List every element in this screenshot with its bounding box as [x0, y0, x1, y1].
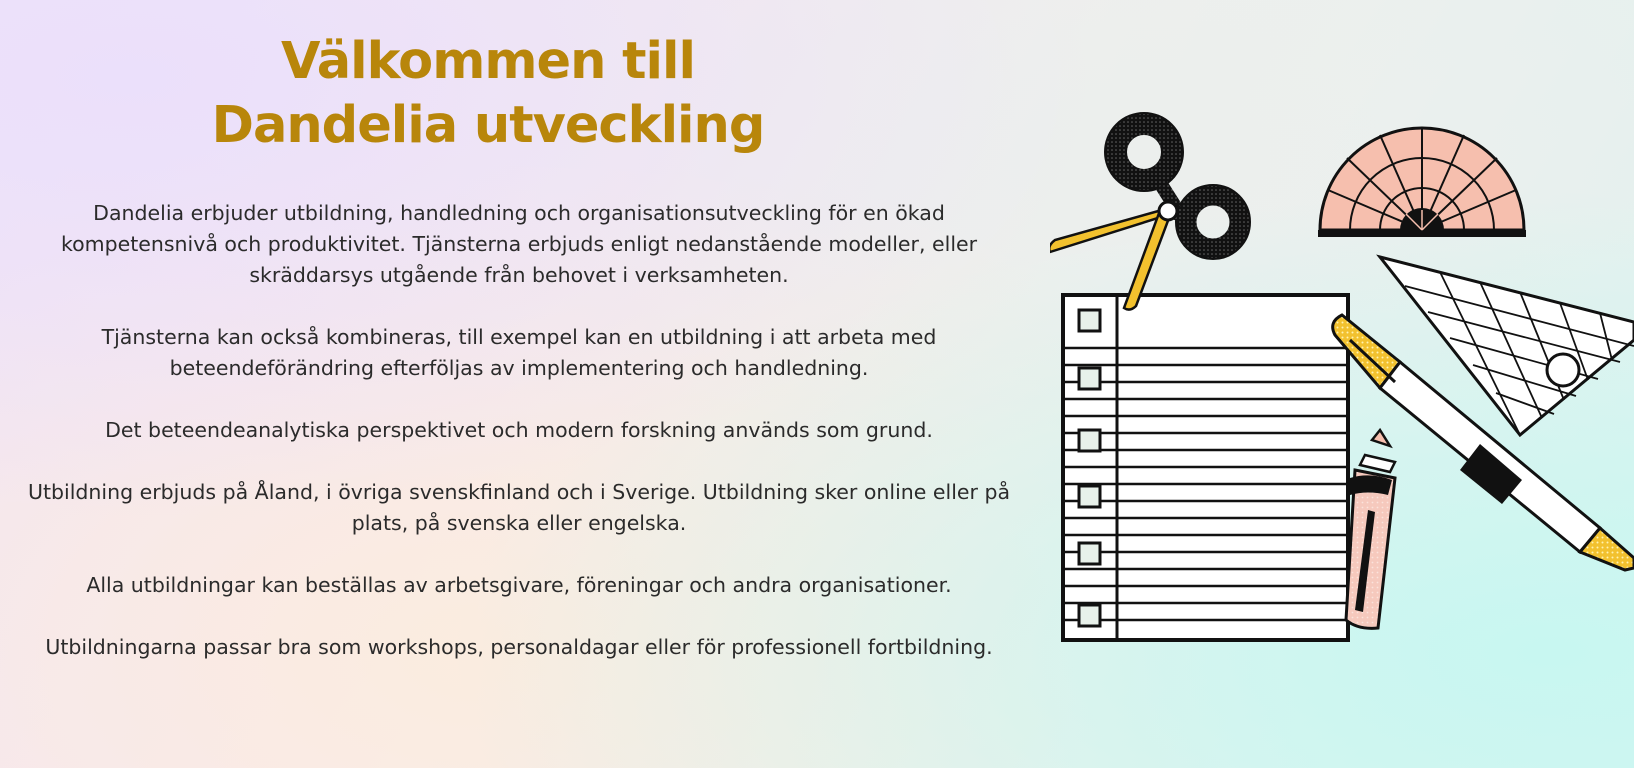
- intro-text: [18, 198, 1020, 663]
- intro-section: [18, 30, 1020, 694]
- page-title: [18, 30, 958, 158]
- notepad-icon: [1063, 295, 1348, 640]
- page-title-line-1: Välkommen till: [281, 32, 695, 91]
- intro-paragraph: Dandelia erbjuder utbildning, handledning och organisationsutveckling för en ökad kompetensnivå och produktivitet. Tjänsterna erbjuds enligt nedanstående modeller, eller skräddarsys utgående från behovet i verksamheten.: [60, 201, 978, 287]
- intro-paragraph: Det beteendeanalytiska perspektivet och modern forskning används som grund.: [105, 418, 933, 442]
- protractor-icon: [1318, 128, 1526, 237]
- page-title-line-2: Dandelia utveckling: [211, 96, 765, 155]
- intro-paragraph: Utbildningarna passar bra som workshops, personaldagar eller för professionell fortbildning.: [45, 635, 993, 659]
- intro-paragraph: Utbildning erbjuds på Åland, i övriga svenskfinland och i Sverige. Utbildning sker online eller på plats, på svenska eller engelska.: [27, 480, 1011, 535]
- scissors-icon: [1050, 113, 1250, 310]
- stationery-illustration: [1050, 100, 1634, 670]
- intro-paragraph: Tjänsterna kan också kombineras, till exempel kan en utbildning i att arbeta med beteendeförändring efterföljas av implementering och handledning.: [101, 325, 937, 380]
- intro-paragraph: Alla utbildningar kan beställas av arbetsgivare, föreningar och andra organisationer.: [86, 573, 952, 597]
- highlighter-icon: [1346, 430, 1395, 628]
